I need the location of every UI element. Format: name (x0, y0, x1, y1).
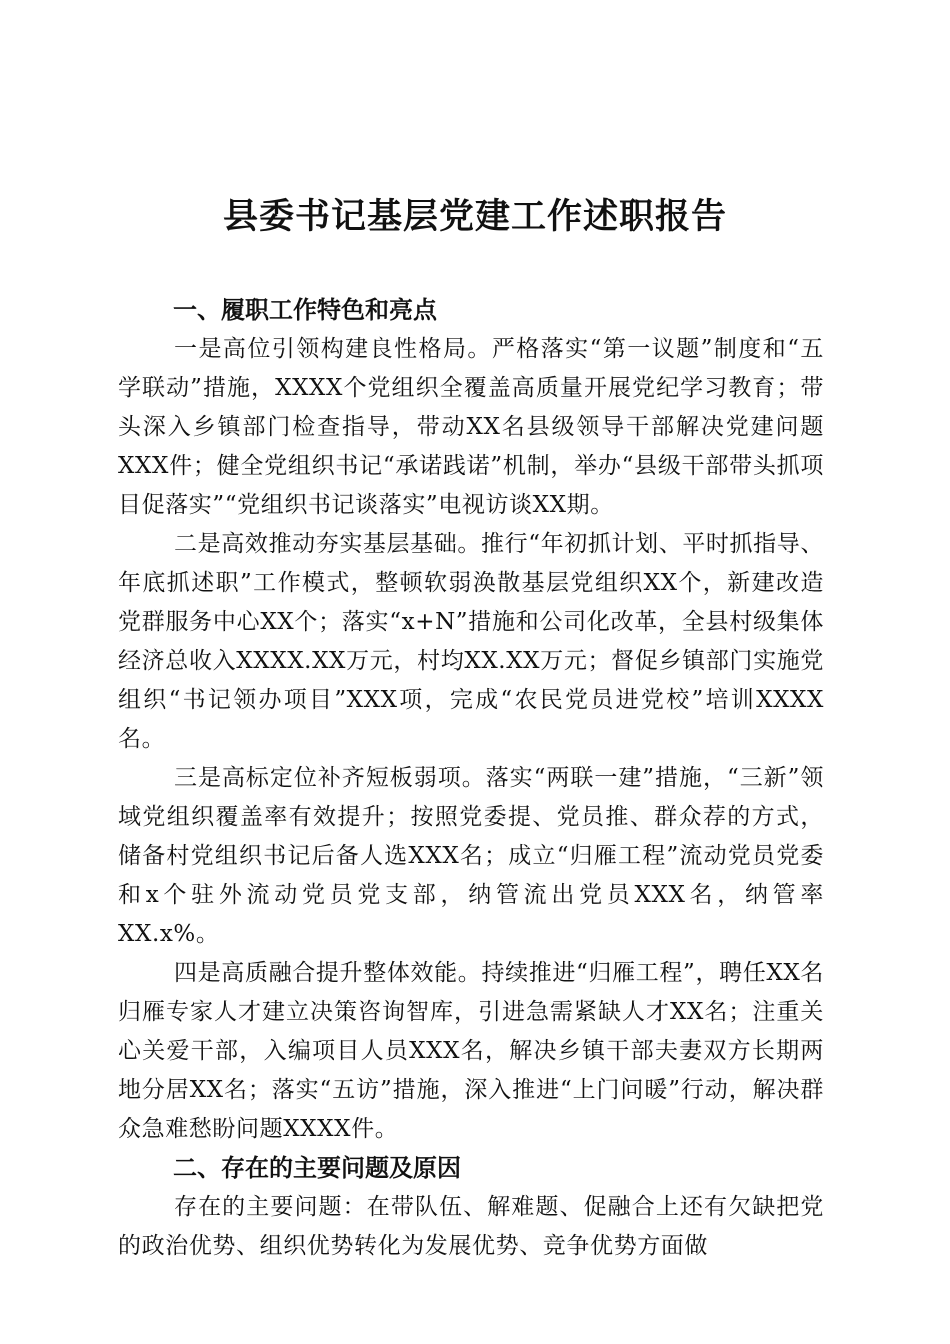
paragraph-grassroots-foundation: 二是高效推动夯实基层基础。推行“年初抓计划、平时抓指导、年底抓述职”工作模式，整顿软弱涣散基层党组织XX个，新建改造党群服务中心XX个；落实“x+N”措施和公司化改革，全县村级集体经济总收入XXXX.XX万元，村均XX.XX万元；督促乡镇部门实施党组织“书记领办项目”XXX项，完成“农民党员进党校”培训XXXX名。 (118, 531, 824, 752)
document-title: 县委书记基层党建工作述职报告 (222, 196, 727, 237)
document-body (118, 291, 824, 1266)
section-heading-1: 一、履职工作特色和亮点 (173, 296, 437, 324)
paragraph-shortcomings: 三是高标定位补齐短板弱项。落实“两联一建”措施，“三新”领域党组织覆盖率有效提升；按照党委提、党员推、群众荐的方式，储备村党组织书记后备人选XXX名；成立“归雁工程”流动党员党委和x个驻外流动党员党支部，纳管流出党员XXX名，纳管率XX.x%。 (118, 765, 824, 947)
section-heading-2: 二、存在的主要问题及原因 (173, 1154, 461, 1182)
paragraph-integration-efficiency: 四是高质融合提升整体效能。持续推进“归雁工程”，聘任XX名归雁专家人才建立决策咨询智库，引进急需紧缺人才XX名；注重关心关爱干部，入编项目人员XXX名，解决乡镇干部夫妻双方长期两地分居XX名；落实“五访”措施，深入推进“上门问暖”行动，解决群众急难愁盼问题XXXX件。 (118, 960, 824, 1142)
paragraph-main-problems: 存在的主要问题：在带队伍、解难题、促融合上还有欠缺把党的政治优势、组织优势转化为发展优势、竞争优势方面做 (118, 1194, 824, 1259)
paragraph-high-level-leadership: 一是高位引领构建良性格局。严格落实“第一议题”制度和“五学联动”措施，XXXX个党组织全覆盖高质量开展党纪学习教育；带头深入乡镇部门检查指导，带动XX名县级领导干部解决党建问题XXX件；健全党组织书记“承诺践诺”机制，举办“县级干部带头抓项目促落实”“党组织书记谈落实”电视访谈XX期。 (118, 336, 824, 518)
